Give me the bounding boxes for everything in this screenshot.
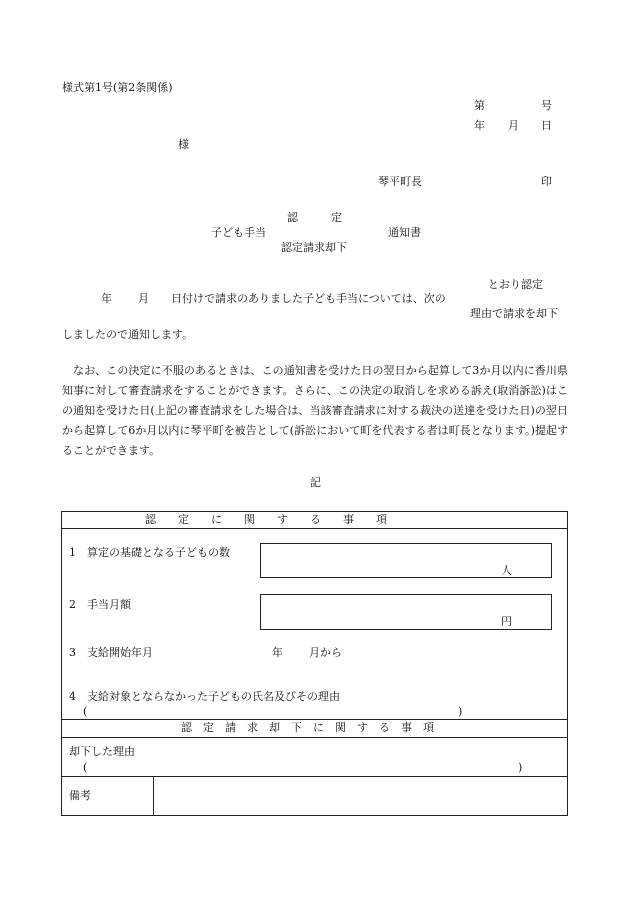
rejection-reason-label: 却下した理由 <box>69 745 135 758</box>
item4-paren-close: ) <box>458 705 463 718</box>
approval-section-heading: 認 定 に 関 す る 事 項 <box>145 513 387 526</box>
table-divider <box>61 719 568 720</box>
item3-month: 月から <box>309 646 342 659</box>
item2-label: 2 手当月額 <box>69 598 131 611</box>
date-month: 月 <box>508 119 519 132</box>
intro-closing: しましたので通知します。 <box>62 328 194 341</box>
rejection-paren-open: ( <box>83 761 88 774</box>
date-year: 年 <box>474 119 485 132</box>
doc-number-suffix: 号 <box>541 99 552 112</box>
item1-label: 1 算定の基礎となる子どもの数 <box>69 546 230 559</box>
item3-year: 年 <box>272 646 283 659</box>
title-suffix: 通知書 <box>388 226 421 239</box>
form-number: 様式第1号(第2条関係) <box>62 81 173 94</box>
doc-number-prefix: 第 <box>474 99 485 112</box>
issuer-seal: 印 <box>541 175 552 188</box>
item3-label: 3 支給開始年月 <box>69 646 153 659</box>
rejection-section-heading: 認 定 請 求 却 下 に 関 す る 事 項 <box>181 721 434 734</box>
addressee-suffix: 様 <box>178 138 189 151</box>
remarks-field[interactable] <box>156 779 564 813</box>
table-divider <box>61 528 568 529</box>
appeal-notice-paragraph: なお、この決定に不服のあるときは、この通知書を受けた日の翌日から起算して3か月以内に香川県知事に対して審査請求をすることができます。さらに、この決定の取消しを求める訴え(取消訴訟)はこの通知を受けた日(上記の審査請求をした場合は、当該審査請求に対する裁決の送達を受けた日)の翌日から起算して6か月以内に琴平町を被告として(訴訟において町を代表する者は町長となります。)提起することができます。 <box>62 364 568 457</box>
intro-option-approve: とおり認定 <box>488 278 543 291</box>
date-day: 日 <box>541 119 552 132</box>
issuer-name: 琴平町長 <box>378 175 422 188</box>
title-prefix: 子ども手当 <box>211 226 266 239</box>
intro-body: 日付けで請求のありました子ども手当については、次の <box>171 292 446 305</box>
title-approval: 認 定 <box>287 211 342 224</box>
table-divider <box>61 776 568 777</box>
intro-option-reject: 理由で請求を却下 <box>470 307 558 320</box>
remarks-label: 備考 <box>69 789 91 802</box>
rejection-paren-close: ) <box>518 761 523 774</box>
intro-year: 年 <box>101 292 112 305</box>
item4-paren-open: ( <box>83 705 88 718</box>
item2-unit: 円 <box>501 615 512 628</box>
remarks-divider <box>153 776 154 816</box>
title-rejection: 認定請求却下 <box>281 241 347 254</box>
ki-heading: 記 <box>310 476 321 489</box>
item4-label: 4 支給対象とならなかった子どもの氏名及びその理由 <box>69 690 340 703</box>
intro-month: 月 <box>138 292 149 305</box>
item1-unit: 人 <box>501 564 512 577</box>
table-divider <box>61 737 568 738</box>
